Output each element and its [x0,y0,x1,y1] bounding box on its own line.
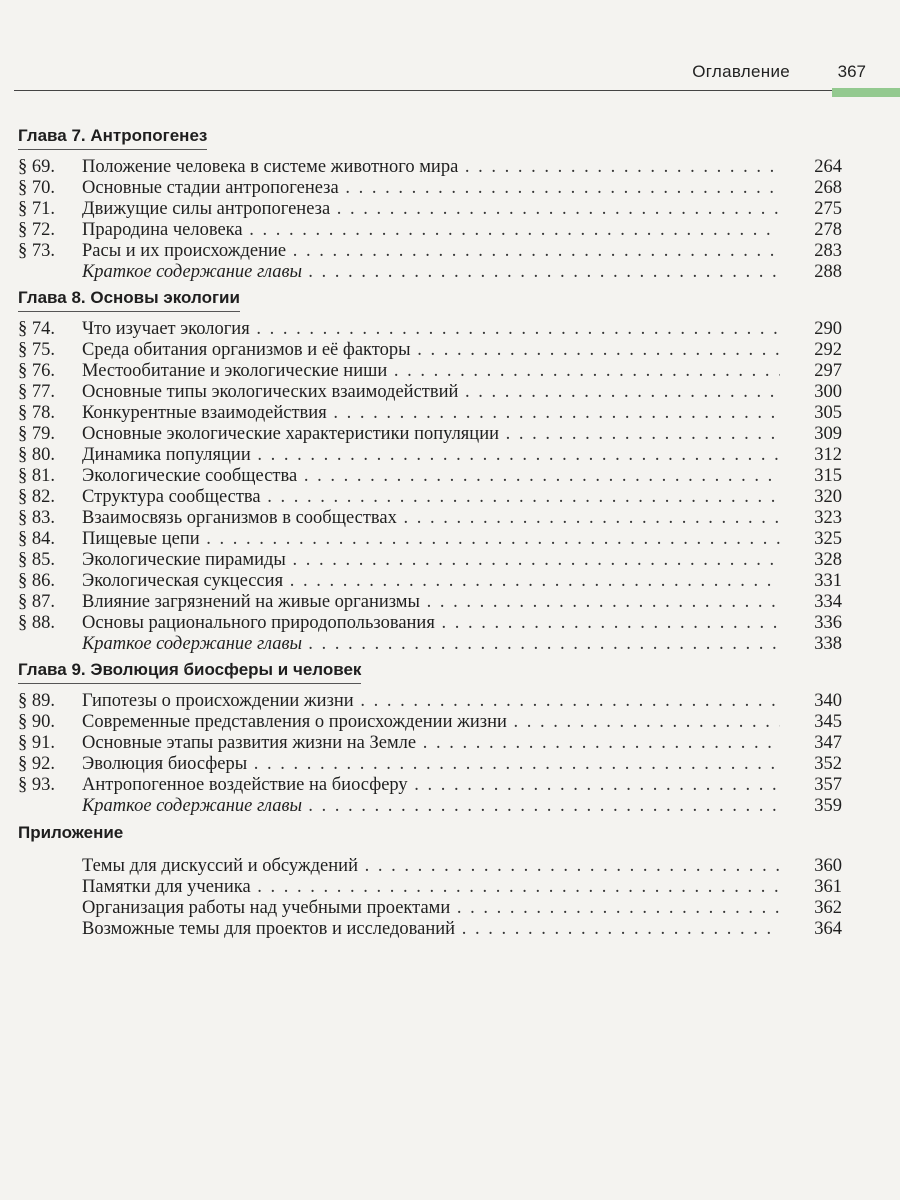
section-number: § 92. [18,754,55,774]
section-number: § 76. [18,361,55,381]
section-number: § 85. [18,550,55,570]
entry-title: Экологические пирамиды . . . [82,550,780,571]
entry-title: Основные экологические характеристики популяции . . . [82,424,780,445]
entry-title: Положение человека в системе животного мира . . . [82,157,780,178]
entry-title: Влияние загрязнений на живые организмы . . . [82,592,780,613]
entry-title: Основы рационального природопользования . . . [82,613,780,634]
toc-entry[interactable] [18,592,842,613]
section-number: § 77. [18,382,55,402]
toc-entry[interactable] [18,445,842,466]
entry-page: 331 [814,571,842,591]
entry-page: 340 [814,691,842,711]
entry-page: 315 [814,466,842,486]
entry-page: 361 [814,877,842,897]
entry-page: 309 [814,424,842,444]
toc-entry[interactable] [18,898,842,919]
entry-title: Темы для дискуссий и обсуждений . . . [82,856,780,877]
toc-entry[interactable] [18,919,842,940]
entry-page: 283 [814,241,842,261]
entry-page: 352 [814,754,842,774]
section-number: § 79. [18,424,55,444]
entry-page: 338 [814,634,842,654]
entry-page: 288 [814,262,842,282]
toc-entry[interactable] [18,733,842,754]
entry-title: Основные типы экологических взаимодействий . . . [82,382,780,403]
entry-title: Краткое содержание главы . . . [82,634,780,655]
toc-entry[interactable] [18,382,842,403]
section-number: § 84. [18,529,55,549]
toc-entry[interactable] [18,877,842,898]
toc-entry[interactable] [18,508,842,529]
toc-entry[interactable] [18,775,842,796]
entry-page: 268 [814,178,842,198]
chapter-heading: Глава 8. Основы экологии [18,288,240,312]
entry-title: Местообитание и экологические ниши . . . [82,361,780,382]
toc-entry[interactable] [18,199,842,220]
entry-title: Движущие силы антропогенеза . . . [82,199,780,220]
toc-entry[interactable] [18,241,842,262]
section-number: § 72. [18,220,55,240]
entry-title: Структура сообщества . . . [82,487,780,508]
entry-page: 359 [814,796,842,816]
section-number: § 71. [18,199,55,219]
entry-title: Динамика популяции . . . [82,445,780,466]
entry-page: 328 [814,550,842,570]
entry-title: Организация работы над учебными проектами . . . [82,898,780,919]
section-number: § 78. [18,403,55,423]
toc-entry[interactable] [18,403,842,424]
entry-page: 312 [814,445,842,465]
entry-title: Прародина человека . . . [82,220,780,241]
toc-entry[interactable] [18,571,842,592]
chapter-heading: Глава 9. Эволюция биосферы и человек [18,660,361,684]
toc-entry[interactable] [18,613,842,634]
chapter-section [18,126,842,283]
entry-title: Возможные темы для проектов и исследований . . . [82,919,780,940]
entry-page: 290 [814,319,842,339]
entry-page: 300 [814,382,842,402]
toc-entry[interactable] [18,340,842,361]
entry-page: 292 [814,340,842,360]
entry-title: Конкурентные взаимодействия . . . [82,403,780,424]
entry-title: Расы и их происхождение . . . [82,241,780,262]
toc-entry[interactable] [18,712,842,733]
entry-page: 323 [814,508,842,528]
running-head [0,62,900,88]
section-number: § 69. [18,157,55,177]
entry-title: Основные этапы развития жизни на Земле . . . [82,733,780,754]
entry-page: 275 [814,199,842,219]
toc-entry-summary[interactable] [18,262,842,283]
header-rule [14,90,832,91]
entry-title: Пищевые цепи . . . [82,529,780,550]
header-accent-bar [832,88,900,97]
toc-entry-summary[interactable] [18,634,842,655]
section-number: § 87. [18,592,55,612]
chapter-heading: Глава 7. Антропогенез [18,126,207,150]
section-number: § 90. [18,712,55,732]
toc-entry[interactable] [18,856,842,877]
entry-page: 297 [814,361,842,381]
table-of-contents [18,126,842,940]
appendix-heading: Приложение [18,823,124,842]
section-number: § 75. [18,340,55,360]
toc-entry[interactable] [18,529,842,550]
entry-page: 320 [814,487,842,507]
chapter-section [18,288,842,655]
entry-page: 264 [814,157,842,177]
entry-title: Экологические сообщества . . . [82,466,780,487]
toc-entry[interactable] [18,319,842,340]
entry-page: 357 [814,775,842,795]
entry-page: 362 [814,898,842,918]
chapter-section [18,660,842,817]
section-number: § 81. [18,466,55,486]
entry-title: Среда обитания организмов и её факторы . . . [82,340,780,361]
toc-entry[interactable] [18,157,842,178]
entry-page: 336 [814,613,842,633]
entry-page: 364 [814,919,842,939]
entry-title: Основные стадии антропогенеза . . . [82,178,780,199]
toc-entry[interactable] [18,361,842,382]
entry-page: 278 [814,220,842,240]
entry-title: Эволюция биосферы . . . [82,754,780,775]
entry-page: 305 [814,403,842,423]
section-number: § 93. [18,775,55,795]
page-number: 367 [837,62,866,81]
entry-page: 334 [814,592,842,612]
section-number: § 80. [18,445,55,465]
appendix-section [18,823,842,940]
entry-page: 345 [814,712,842,732]
entry-title: Современные представления о происхождении жизни . . . [82,712,780,733]
entry-title: Антропогенное воздействие на биосферу . . . [82,775,780,796]
entry-page: 347 [814,733,842,753]
toc-entry-summary[interactable] [18,796,842,817]
toc-entry[interactable] [18,754,842,775]
entry-page: 325 [814,529,842,549]
section-number: § 82. [18,487,55,507]
section-number: § 70. [18,178,55,198]
entry-title: Экологическая сукцессия . . . [82,571,780,592]
entry-title: Что изучает экология . . . [82,319,780,340]
section-number: § 74. [18,319,55,339]
entry-title: Памятки для ученика . . . [82,877,780,898]
section-number: § 88. [18,613,55,633]
entry-title: Гипотезы о происхождении жизни . . . [82,691,780,712]
running-head-title: Оглавление [692,62,790,81]
section-number: § 89. [18,691,55,711]
entry-title: Взаимосвязь организмов в сообществах . . . [82,508,780,529]
section-number: § 83. [18,508,55,528]
toc-entry[interactable] [18,466,842,487]
toc-entry[interactable] [18,424,842,445]
toc-entry[interactable] [18,178,842,199]
entry-title: Краткое содержание главы . . . [82,796,780,817]
entry-title: Краткое содержание главы . . . [82,262,780,283]
toc-entry[interactable] [18,550,842,571]
section-number: § 86. [18,571,55,591]
toc-entry[interactable] [18,220,842,241]
section-number: § 91. [18,733,55,753]
entry-page: 360 [814,856,842,876]
toc-entry[interactable] [18,487,842,508]
toc-entry[interactable] [18,691,842,712]
section-number: § 73. [18,241,55,261]
